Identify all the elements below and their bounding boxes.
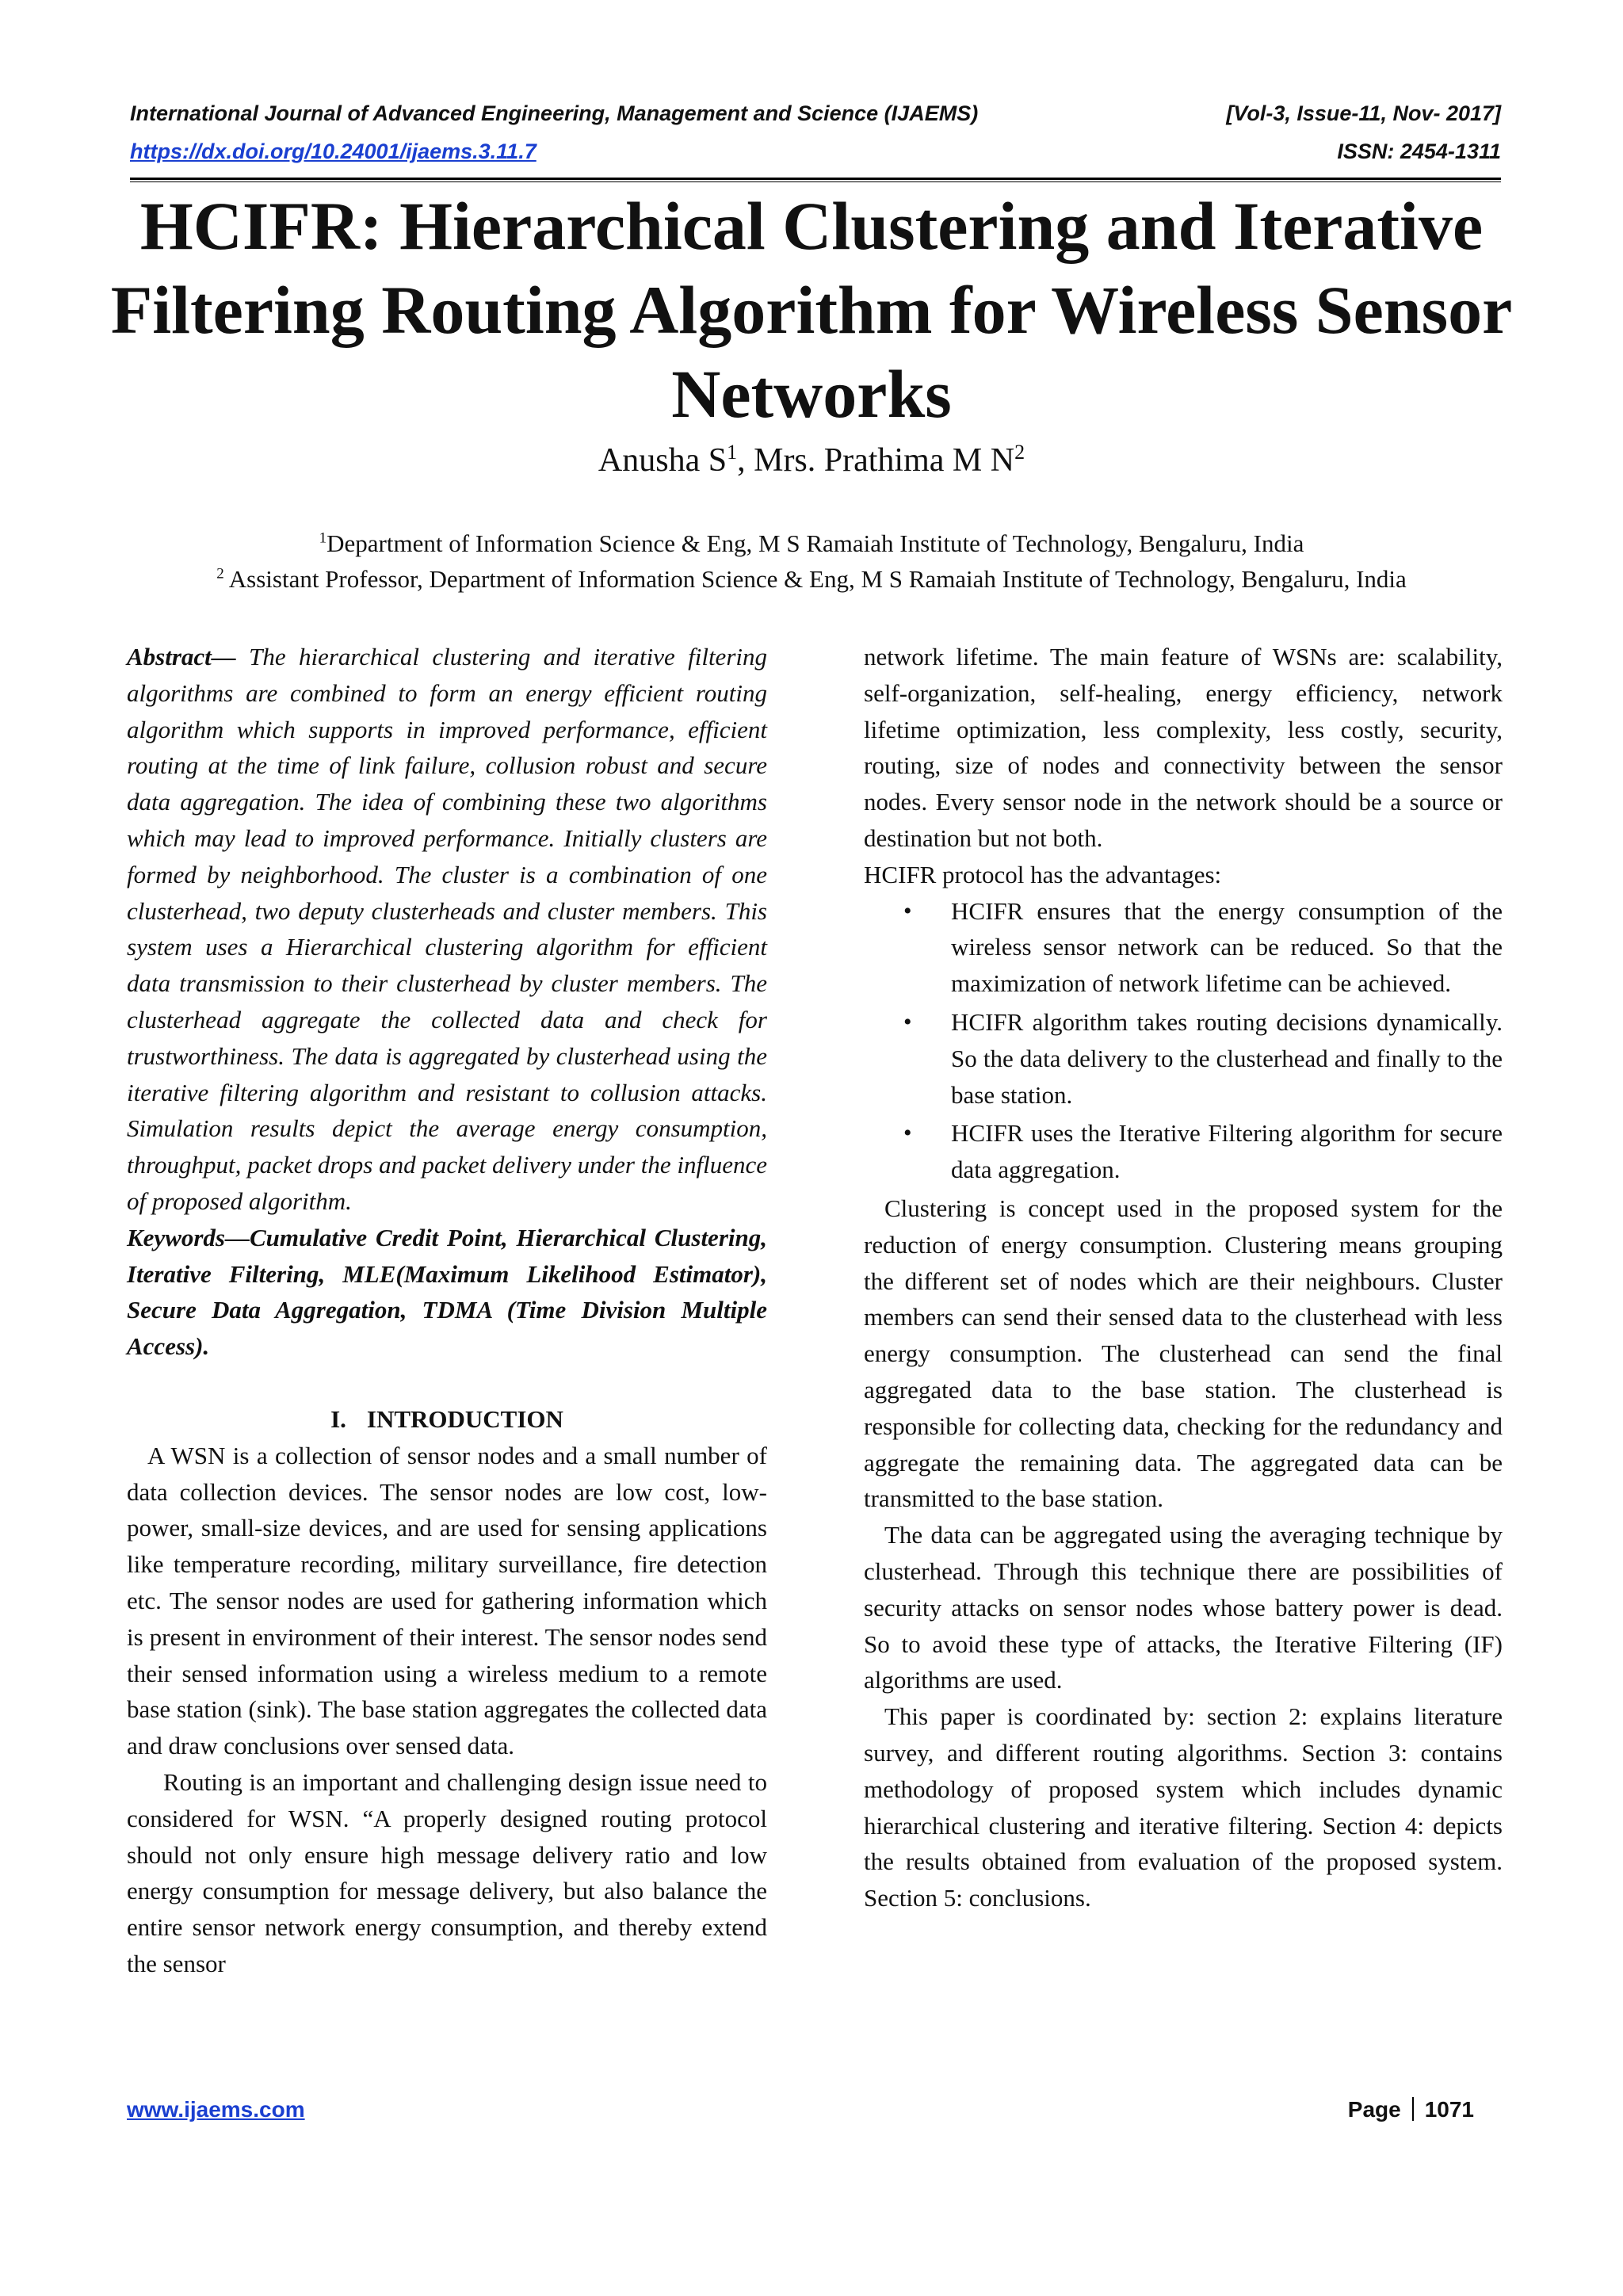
intro-paragraph-2: Routing is an important and challenging design issue need to considered for WSN. “A properly designed routing protocol should not only ensure high message delivery ratio and low energy consumption for message delivery, but also balance the entire sensor network energy consumption, and thereby extend the sensor [127, 1767, 767, 1977]
left-column [127, 639, 767, 1982]
affiliation-2-sup: 2 [216, 565, 224, 583]
intro-paragraph-5: The data can be aggregated using the averaging technique by clusterhead. Through this technique there are possibilities of security attacks on sensor nodes whose battery power is dead. So to avoid these type of attacks, the Iterative Filtering (IF) algorithms are used. [864, 1521, 1503, 1694]
running-header-bottom [130, 139, 1501, 164]
affiliation-1 [95, 529, 1528, 558]
author-1: Anusha S [598, 442, 727, 479]
list-item-text: HCIFR algorithm takes routing decisions dynamically. So the data delivery to the clusterhead and finally to the base station. [951, 1007, 1503, 1109]
right-column [864, 639, 1503, 1916]
author-2-sup: 2 [1014, 441, 1025, 464]
section-heading-introduction [127, 1401, 767, 1438]
footer-page-number [1348, 2097, 1474, 2122]
paper-title: HCIFR: Hierarchical Clustering and Iterative Filtering Routing Algorithm for Wireless Sensor Networks [110, 188, 1513, 432]
volume-issue: [Vol-3, Issue-11, Nov- 2017] [1226, 101, 1501, 125]
issn: ISSN: 2454-1311 [1337, 139, 1501, 163]
list-item-text: HCIFR ensures that the energy consumption of the wireless sensor network can be reduced. So that the maximization of network lifetime can be achieved. [951, 896, 1503, 998]
section-title: INTRODUCTION [366, 1404, 563, 1433]
advantages-intro: HCIFR protocol has the advantages: [864, 860, 1222, 888]
intro-paragraph-1: A WSN is a collection of sensor nodes and a small number of data collection devices. The sensor nodes are low cost, low-power, small-size devices, and are used for sensing applications like temperature recording, military surveillance, fire detection etc. The sensor nodes are used for gathering information which is present in environment of their interest. The sensor nodes send their sensed information using a wireless medium to a remote base station (sink). The base station aggregates the collected data and draw conclusions over sensed data. [127, 1441, 767, 1760]
keywords: Keywords—Cumulative Credit Point, Hierarchical Clustering, Iterative Filtering, MLE(Maximum Likelihood Estimator), Secure Data Aggregation, TDMA (Time Division Multiple Access). [127, 1223, 767, 1361]
affiliation-2 [95, 565, 1528, 594]
intro-paragraph-4: Clustering is concept used in the proposed system for the reduction of energy consumption. Clustering means grouping the different set of nodes which are their neighbours. Cluster members can send their sensed data to the clusterhead with less energy consumption. The clusterhead can send the final aggregated data to the base station. The clusterhead is responsible for collecting data, checking for the redundancy and aggregate the remaining data. The aggregated data can be transmitted to the base station. [864, 1194, 1503, 1513]
bullet-icon: • [903, 1008, 912, 1035]
author-2: Mrs. Prathima M N [754, 442, 1015, 479]
page-number: 1071 [1424, 2097, 1474, 2122]
header-rule [130, 178, 1501, 182]
affiliation-1-text: Department of Information Science & Eng, M S Ramaiah Institute of Technology, Bengaluru, India [327, 529, 1304, 557]
list-item [864, 1115, 1503, 1188]
author-1-sup: 1 [727, 441, 738, 464]
author-line [0, 441, 1623, 479]
intro-paragraph-3: network lifetime. The main feature of WSNs are: scalability, self-organization, self-healing, energy efficiency, network lifetime optimization, less complexity, less costly, security, routing, size of nodes and connectivity between the sensor nodes. Every sensor node in the network should be a source or destination but not both. [864, 643, 1503, 852]
bullet-icon: • [903, 1120, 912, 1147]
journal-name: International Journal of Advanced Engineering, Management and Science (IJAEMS) [130, 101, 979, 125]
bullet-icon: • [903, 897, 912, 924]
running-header-top [130, 101, 1501, 126]
abstract-lead: Abstract— [127, 643, 236, 670]
abstract-text: The hierarchical clustering and iterative filtering algorithms are combined to form an energy efficient routing algorithm which supports in improved performance, efficient routing at the time of link failure, collusion robust and secure data aggregation. The idea of combining these two algorithms which may lead to improved performance. Initially clusters are formed by neighborhood. The cluster is a combination of one clusterhead, two deputy clusterheads and cluster members. This system uses a Hierarchical clustering algorithm for efficient data transmission to their clusterhead by cluster members. The clusterhead aggregate the collected data and check for trustworthiness. The data is aggregated by clusterhead using the iterative filtering algorithm and resistant to collusion attacks. Simulation results depict the average energy consumption, throughput, packet drops and packet delivery under the influence of proposed algorithm. [127, 643, 767, 1215]
intro-paragraph-6: This paper is coordinated by: section 2: explains literature survey, and different routing algorithms. Section 3: contains methodology of proposed system which includes dynamic hierarchical clustering and iterative filtering. Section 4: depicts the results obtained from evaluation of the proposed system. Section 5: conclusions. [864, 1702, 1503, 1912]
page-label: Page [1347, 2097, 1401, 2122]
page-separator [1412, 2097, 1414, 2121]
list-item [864, 1004, 1503, 1113]
affiliation-1-sup: 1 [319, 529, 327, 547]
author-separator: , [737, 442, 754, 479]
list-item-text: HCIFR uses the Iterative Filtering algorithm for secure data aggregation. [951, 1119, 1503, 1184]
footer-website-link[interactable]: www.ijaems.com [127, 2097, 305, 2122]
section-number: I. [330, 1404, 346, 1433]
list-item [864, 893, 1503, 1002]
abstract [127, 639, 767, 1220]
advantages-list [864, 893, 1503, 1188]
doi-link[interactable]: https://dx.doi.org/10.24001/ijaems.3.11.7 [130, 139, 537, 163]
affiliation-2-text: Assistant Professor, Department of Information Science & Eng, M S Ramaiah Institute of Technology, Bengaluru, India [223, 565, 1407, 593]
